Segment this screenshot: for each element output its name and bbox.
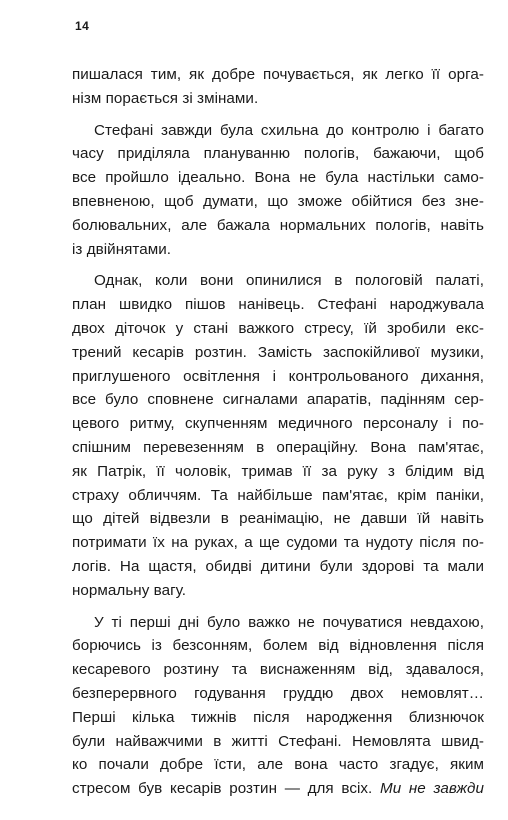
text-line: із двійнятами.: [72, 240, 172, 258]
text-line: У ті перші дні було важко не почуватися невдахою,: [94, 613, 484, 631]
text-line-final: [72, 777, 484, 801]
text-line: все пройшло ідеально. Вона не була настільки само-: [72, 169, 484, 187]
text-line: двох діточок у стані важкого стресу, їй зробили екс-: [72, 319, 484, 337]
text-run-italic: Ми не завжди: [380, 780, 484, 798]
text-line: часу приділяла плануванню пологів, бажаючи, щоб: [72, 145, 484, 163]
text-line: потримати їх на руках, а ще судоми та нудоту після по-: [72, 534, 484, 552]
text-line: Стефані завжди була схильна до контролю і багато: [94, 121, 484, 139]
text-line: пишалася тим, як добре почувається, як легко її орга-: [72, 66, 484, 83]
text-line: нормальну вагу.: [72, 581, 187, 599]
text-line: цевого ритму, скупченням медичного персоналу і по-: [72, 415, 484, 433]
text-line: були найважчими в житті Стефані. Немовлята швид-: [72, 732, 484, 750]
page-number: 14: [75, 19, 90, 33]
text-run-plain: стресом був кесарів розтин — для всіх.: [72, 780, 380, 798]
text-line: впевненою, щоб думати, що зможе обійтися без зне-: [72, 192, 484, 210]
text-line: нізм порається зі змінами.: [72, 89, 259, 107]
text-line: Однак, коли вони опинилися в пологовій палаті,: [94, 272, 484, 290]
paragraph-3: [72, 269, 484, 602]
text-line: трений кесарів розтин. Замість заспокійливої музики,: [72, 343, 484, 361]
text-line: борючись із безсонням, болем від відновлення після: [72, 637, 484, 655]
text-line: страху обличчям. Та найбільше пам'ятає, крім паніки,: [72, 486, 484, 504]
text-line: болювальних, але бажала нормальних пологів, навіть: [72, 216, 484, 234]
text-line: ко почали добре їсти, але вона часто згадує, яким: [72, 756, 484, 774]
paragraph-1: [72, 63, 484, 111]
text-line: все було сповнене сигналами апаратів, падінням сер-: [72, 391, 484, 409]
text-line: план швидко пішов нанівець. Стефані народжувала: [72, 296, 484, 314]
paragraph-4: [72, 611, 484, 801]
text-line: як Патрік, її чоловік, тримав її за руку з блідим від: [72, 462, 484, 480]
text-line: приглушеного освітлення і контрольованого дихання,: [72, 367, 484, 385]
body-text: [72, 63, 484, 801]
text-line: що дітей відвезли в реанімацію, не давши їй навіть: [72, 510, 484, 528]
paragraph-2: [72, 119, 484, 262]
text-line: логів. На щастя, обидві дитини були здорові та мали: [72, 557, 484, 575]
text-line: спішним перевезенням в операційну. Вона пам'ятає,: [72, 438, 484, 456]
text-line: Перші кілька тижнів після народження близнючок: [72, 708, 484, 726]
text-line: безперервного годування груддю двох немовлят…: [72, 684, 484, 702]
text-line: кесаревого розтину та виснаженням від, здавалося,: [72, 661, 484, 679]
